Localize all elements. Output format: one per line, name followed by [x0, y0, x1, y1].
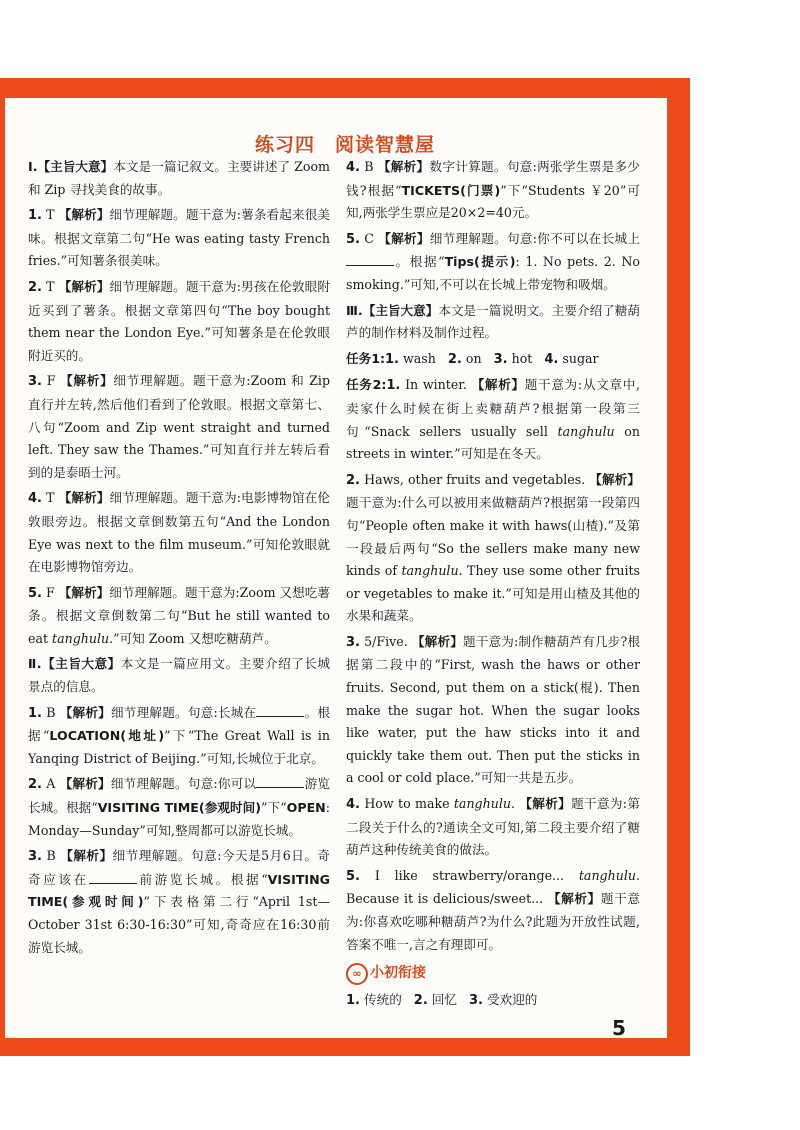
analysis-text: 细节理解题。句意:长城在	[110, 704, 257, 720]
answer: sugar	[562, 350, 599, 366]
blank-line	[89, 869, 137, 884]
keyword: OPEN	[286, 800, 326, 816]
analysis-text: ”下“	[261, 800, 287, 816]
analysis-tag: 【解析】	[60, 373, 114, 389]
answer: C	[364, 230, 374, 246]
answer: .	[510, 796, 515, 812]
blank-line	[256, 702, 304, 717]
task-label: 任务1:	[346, 350, 385, 366]
section-3-text: 本文是一篇说明文。主要介绍了糖葫芦的制作材料及制作过程。	[346, 302, 640, 341]
analysis-text: .”可知 Zoom 又想吃糖葫芦。	[109, 630, 277, 646]
analysis-tag: 【解析】	[589, 471, 640, 487]
answer-item	[346, 156, 640, 225]
item-number: 4.	[28, 491, 42, 507]
section-3-head: Ⅲ.【主旨大意】	[346, 302, 439, 318]
answer-item	[346, 374, 640, 465]
answer-item	[346, 793, 640, 862]
keyword: VISITING TIME(参观时间)	[28, 871, 330, 910]
answer: How to make	[364, 796, 454, 812]
answer: B	[46, 704, 56, 720]
answer-item	[28, 370, 330, 484]
item-number: 2.	[28, 279, 42, 295]
analysis-tag: 【解析】	[547, 891, 601, 907]
item-number: 3.	[28, 849, 42, 865]
answer-item	[346, 631, 640, 790]
answer-item	[28, 204, 330, 273]
section-2-head: Ⅱ.【主旨大意】	[28, 656, 121, 672]
answer-item	[28, 582, 330, 651]
answer-item	[346, 469, 640, 628]
answer-item	[28, 845, 330, 959]
analysis-text: 游览长城。根据“	[28, 776, 330, 816]
item-number: 3.	[28, 374, 42, 390]
analysis-text: 细节理解题。题干意为:Zoom 和 Zip 直行并左转,然后他们看到了伦敦眼。根据文章第七、八句“Zoom and Zip went straight and turned left. They saw the Thames.”可知直行并左转后看到的是泰晤士河。	[28, 373, 331, 480]
bridge-answers	[346, 989, 640, 1013]
analysis-tag: 【解析】	[378, 230, 430, 246]
analysis-tag: 【解析】	[377, 159, 430, 174]
item-number: 2.	[346, 472, 360, 488]
answer: F	[46, 373, 56, 389]
item-number: 5.	[346, 868, 360, 884]
analysis-text: ”下“The Great Wall is in Yanqing District of Beijing.”可知,长城位于北京。	[28, 728, 330, 766]
analysis-text: : Monday—Sunday”可知,整周都可以游览长城。	[28, 800, 330, 838]
analysis-text: 细节理解题。句意:今天是5月6日。奇奇应该在	[28, 848, 330, 887]
analysis-tag: 【解析】	[59, 776, 111, 792]
answer: 回忆	[431, 991, 457, 1007]
answer: 5/Five.	[364, 633, 408, 649]
analysis-tag: 【解析】	[59, 704, 111, 720]
italic-term: tanghulu	[401, 563, 459, 579]
analysis-text: ”下表格第二行“April 1st—October 31st 6:30-16:30”可知,奇奇应在16:30前游览长城。	[28, 894, 330, 955]
analysis-tag: 【解析】	[519, 796, 572, 812]
analysis-text: 前游览长城。根据“	[136, 871, 268, 887]
analysis-tag: 【解析】	[58, 490, 110, 506]
answer: 受欢迎的	[487, 991, 538, 1007]
italic-term: tanghulu	[453, 796, 511, 812]
answer-item	[28, 702, 330, 771]
page-number: 5	[612, 1016, 626, 1040]
analysis-text: . They use some other fruits or vegetables to make it.”可知是用山楂及其他的水果和蔬菜。	[346, 563, 641, 624]
section-2-text: 本文是一篇应用文。主要介绍了长城景点的信息。	[28, 656, 330, 695]
section-3-intro	[346, 300, 640, 345]
item-number: 1.	[28, 208, 42, 224]
analysis-text: 。根据“	[394, 254, 445, 270]
answer-item	[28, 487, 330, 578]
answer-item	[346, 228, 640, 297]
analysis-text: 细节理解题。题干意为:薯条看起来很美味。根据文章第二句“He was eating tasty French fries.”可知薯条很美味。	[28, 207, 330, 269]
answer-item	[28, 773, 330, 842]
analysis-text: 细节理解题。题干意为:男孩在伦敦眼附近买到了薯条。根据文章第四句“The boy bought them near the London Eye.”可知薯条是在伦敦眼附近买的。	[28, 278, 330, 363]
item-number: 3.	[469, 992, 483, 1008]
blank-line	[256, 773, 304, 788]
task-1-row	[346, 348, 640, 372]
answer-item	[28, 276, 330, 367]
item-number: 2.	[28, 777, 42, 793]
link-icon: ∞	[346, 963, 368, 985]
keyword: LOCATION(地址)	[49, 728, 165, 744]
item-number: 2.	[413, 992, 428, 1008]
analysis-text: 数字计算题。句意:两张学生票是多少钱?根据“	[346, 159, 640, 198]
answer: B	[46, 848, 56, 864]
analysis-text: 题干意为:什么可以被用来做糖葫芦?根据第一段第四句“People often make it with haws(山楂).”及第一段最后两句“So the sellers make many new kinds of	[346, 495, 640, 579]
item-number: 1.	[385, 351, 399, 367]
analysis-tag: 【解析】	[60, 848, 113, 864]
analysis-text: 题干意为:你喜欢吃哪种糖葫芦?为什么?此题为开放性试题,答案不唯一,言之有理即可。	[346, 891, 640, 952]
analysis-text: 题干意为:从文章中,卖家什么时候在街上卖糖葫芦?根据第一段第三句“Snack sellers usually sell	[346, 377, 640, 439]
section-1-text: 本文是一篇记叙文。主要讲述了 Zoom 和 Zip 寻找美食的故事。	[28, 159, 330, 197]
italic-term: tanghulu	[557, 423, 615, 439]
answer: I like strawberry/orange...	[374, 867, 579, 883]
analysis-text: 细节理解题。题干意为:Zoom 又想吃薯条。根据文章倒数第二句“But he still wanted to eat	[28, 584, 330, 646]
answer: B	[364, 159, 374, 174]
analysis-text: : 1. No pets. 2. No smoking.”可知,不可以在长城上带宠物和吸烟。	[346, 254, 640, 292]
item-number: 4.	[544, 351, 559, 367]
analysis-tag: 【解析】	[58, 278, 110, 294]
right-column	[346, 156, 640, 1016]
answer: on	[465, 350, 482, 366]
item-number: 1.	[346, 992, 360, 1008]
bridge-title: 小初衔接	[370, 965, 426, 982]
answer: T	[46, 207, 55, 223]
answer: wash	[403, 350, 436, 366]
analysis-text: 细节理解题。题干意为:电影博物馆在伦敦眼旁边。根据文章倒数第五句“And the London Eye was next to the film museum.”可知伦敦眼就在电影博物馆旁边。	[28, 490, 330, 575]
keyword: TICKETS(门票)	[401, 182, 501, 198]
item-number: 5.	[346, 231, 360, 247]
left-column	[28, 156, 330, 962]
blank-line	[346, 251, 394, 266]
answer: In winter.	[405, 377, 467, 393]
section-2-intro	[28, 653, 330, 698]
item-number: 5.	[28, 585, 42, 601]
answer: T	[46, 490, 55, 506]
analysis-tag: 【解析】	[58, 584, 110, 600]
analysis-text: 。根据“	[28, 704, 330, 744]
item-number: 2.	[447, 351, 462, 367]
analysis-text: 细节理解题。句意:你可以	[110, 776, 257, 792]
item-number: 1.	[386, 378, 401, 394]
section-1-intro	[28, 156, 330, 201]
page-title: 练习四 阅读智慧屋	[254, 134, 435, 156]
answer: Haws, other fruits and vegetables.	[364, 471, 586, 487]
answer: F	[46, 584, 55, 600]
answer: 传统的	[364, 991, 402, 1007]
analysis-text: 题干意为:第二段关于什么的?通读全文可知,第二段主要介绍了糖葫芦这种传统美食的做法。	[346, 796, 640, 858]
analysis-text: on streets in winter.”可知是在冬天。	[346, 423, 640, 462]
analysis-tag: 【解析】	[411, 633, 463, 649]
item-number: 3.	[346, 634, 360, 650]
analysis-tag: 【解析】	[58, 207, 110, 223]
answer: hot	[511, 350, 533, 366]
item-number: 3.	[493, 351, 508, 367]
answer: A	[46, 776, 56, 792]
analysis-text: 细节理解题。句意:你不可以在长城上	[429, 230, 641, 246]
item-number: 4.	[346, 160, 360, 175]
item-number: 4.	[346, 797, 360, 813]
italic-term: tanghulu	[578, 867, 636, 883]
keyword: Tips(提示)	[444, 254, 516, 270]
bridge-section	[346, 962, 640, 985]
analysis-text: 题干意为:制作糖葫芦有几步?根据第二段中的“First, wash the haws or other fruits. Second, put them on a stick(棍). Then make the sugar hot. When the sugar looks like water, put the haw sticks into it and quickly take them out. Then put the sticks in a cool or cold place.”可知一共是五步。	[346, 633, 640, 786]
keyword: VISITING TIME(参观时间)	[97, 800, 262, 816]
answer: T	[46, 278, 55, 294]
italic-term: tanghulu	[52, 630, 110, 646]
task-label: 任务2:	[346, 377, 387, 393]
answer: . Because it is delicious/sweet...	[346, 867, 640, 907]
analysis-text: ”下“Students ￥20”可知,两张学生票应是20×2=40元。	[346, 182, 640, 221]
answer-item	[346, 865, 640, 956]
analysis-tag: 【解析】	[471, 377, 525, 393]
section-1-head: Ⅰ.【主旨大意】	[28, 159, 114, 174]
item-number: 1.	[28, 705, 42, 721]
